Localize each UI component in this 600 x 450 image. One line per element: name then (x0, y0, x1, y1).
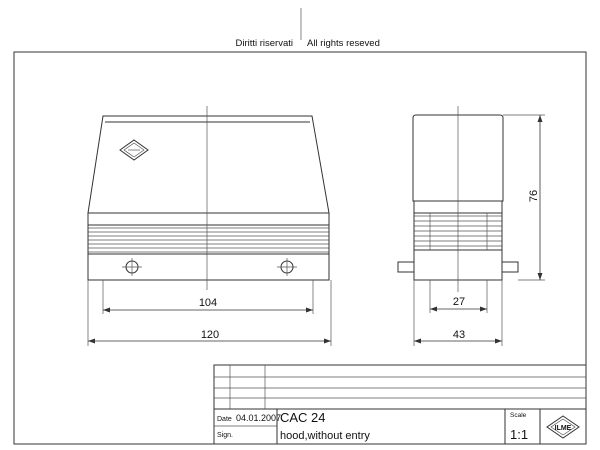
diamond-logo-icon (120, 140, 148, 160)
side-lever-left (398, 262, 414, 272)
ilme-logo-icon (547, 416, 579, 438)
front-view (88, 106, 329, 290)
dim-120-label: 120 (200, 329, 220, 341)
ilme-logo-text: ILME (554, 425, 572, 432)
date-label: Date (217, 416, 232, 423)
side-lever-right (502, 262, 518, 272)
dim-43-label: 43 (452, 329, 466, 341)
dim-104-label: 104 (198, 297, 218, 309)
title-block (214, 365, 586, 444)
rights-english: All rights reseved (307, 38, 380, 49)
dim-76-label: 76 (528, 189, 540, 203)
hood-top (88, 116, 329, 213)
dimension-76 (503, 115, 545, 280)
sign-label: Sign. (217, 432, 233, 439)
date-value: 04.01.2007 (236, 413, 282, 423)
dimension-104 (103, 280, 313, 314)
mounting-hole-right (277, 258, 297, 276)
product-code: CAC 24 (280, 410, 326, 425)
scale-label: Scale (510, 412, 527, 419)
ribbed-band (88, 225, 329, 254)
dimension-27 (430, 280, 487, 313)
dimension-120 (88, 280, 331, 346)
scale-value: 1:1 (510, 427, 529, 442)
product-description: hood,without entry (280, 430, 370, 442)
dim-27-label: 27 (452, 296, 466, 308)
mounting-hole-left (122, 258, 142, 276)
side-view (398, 106, 518, 292)
rights-italian: Diritti riservati (235, 38, 293, 49)
